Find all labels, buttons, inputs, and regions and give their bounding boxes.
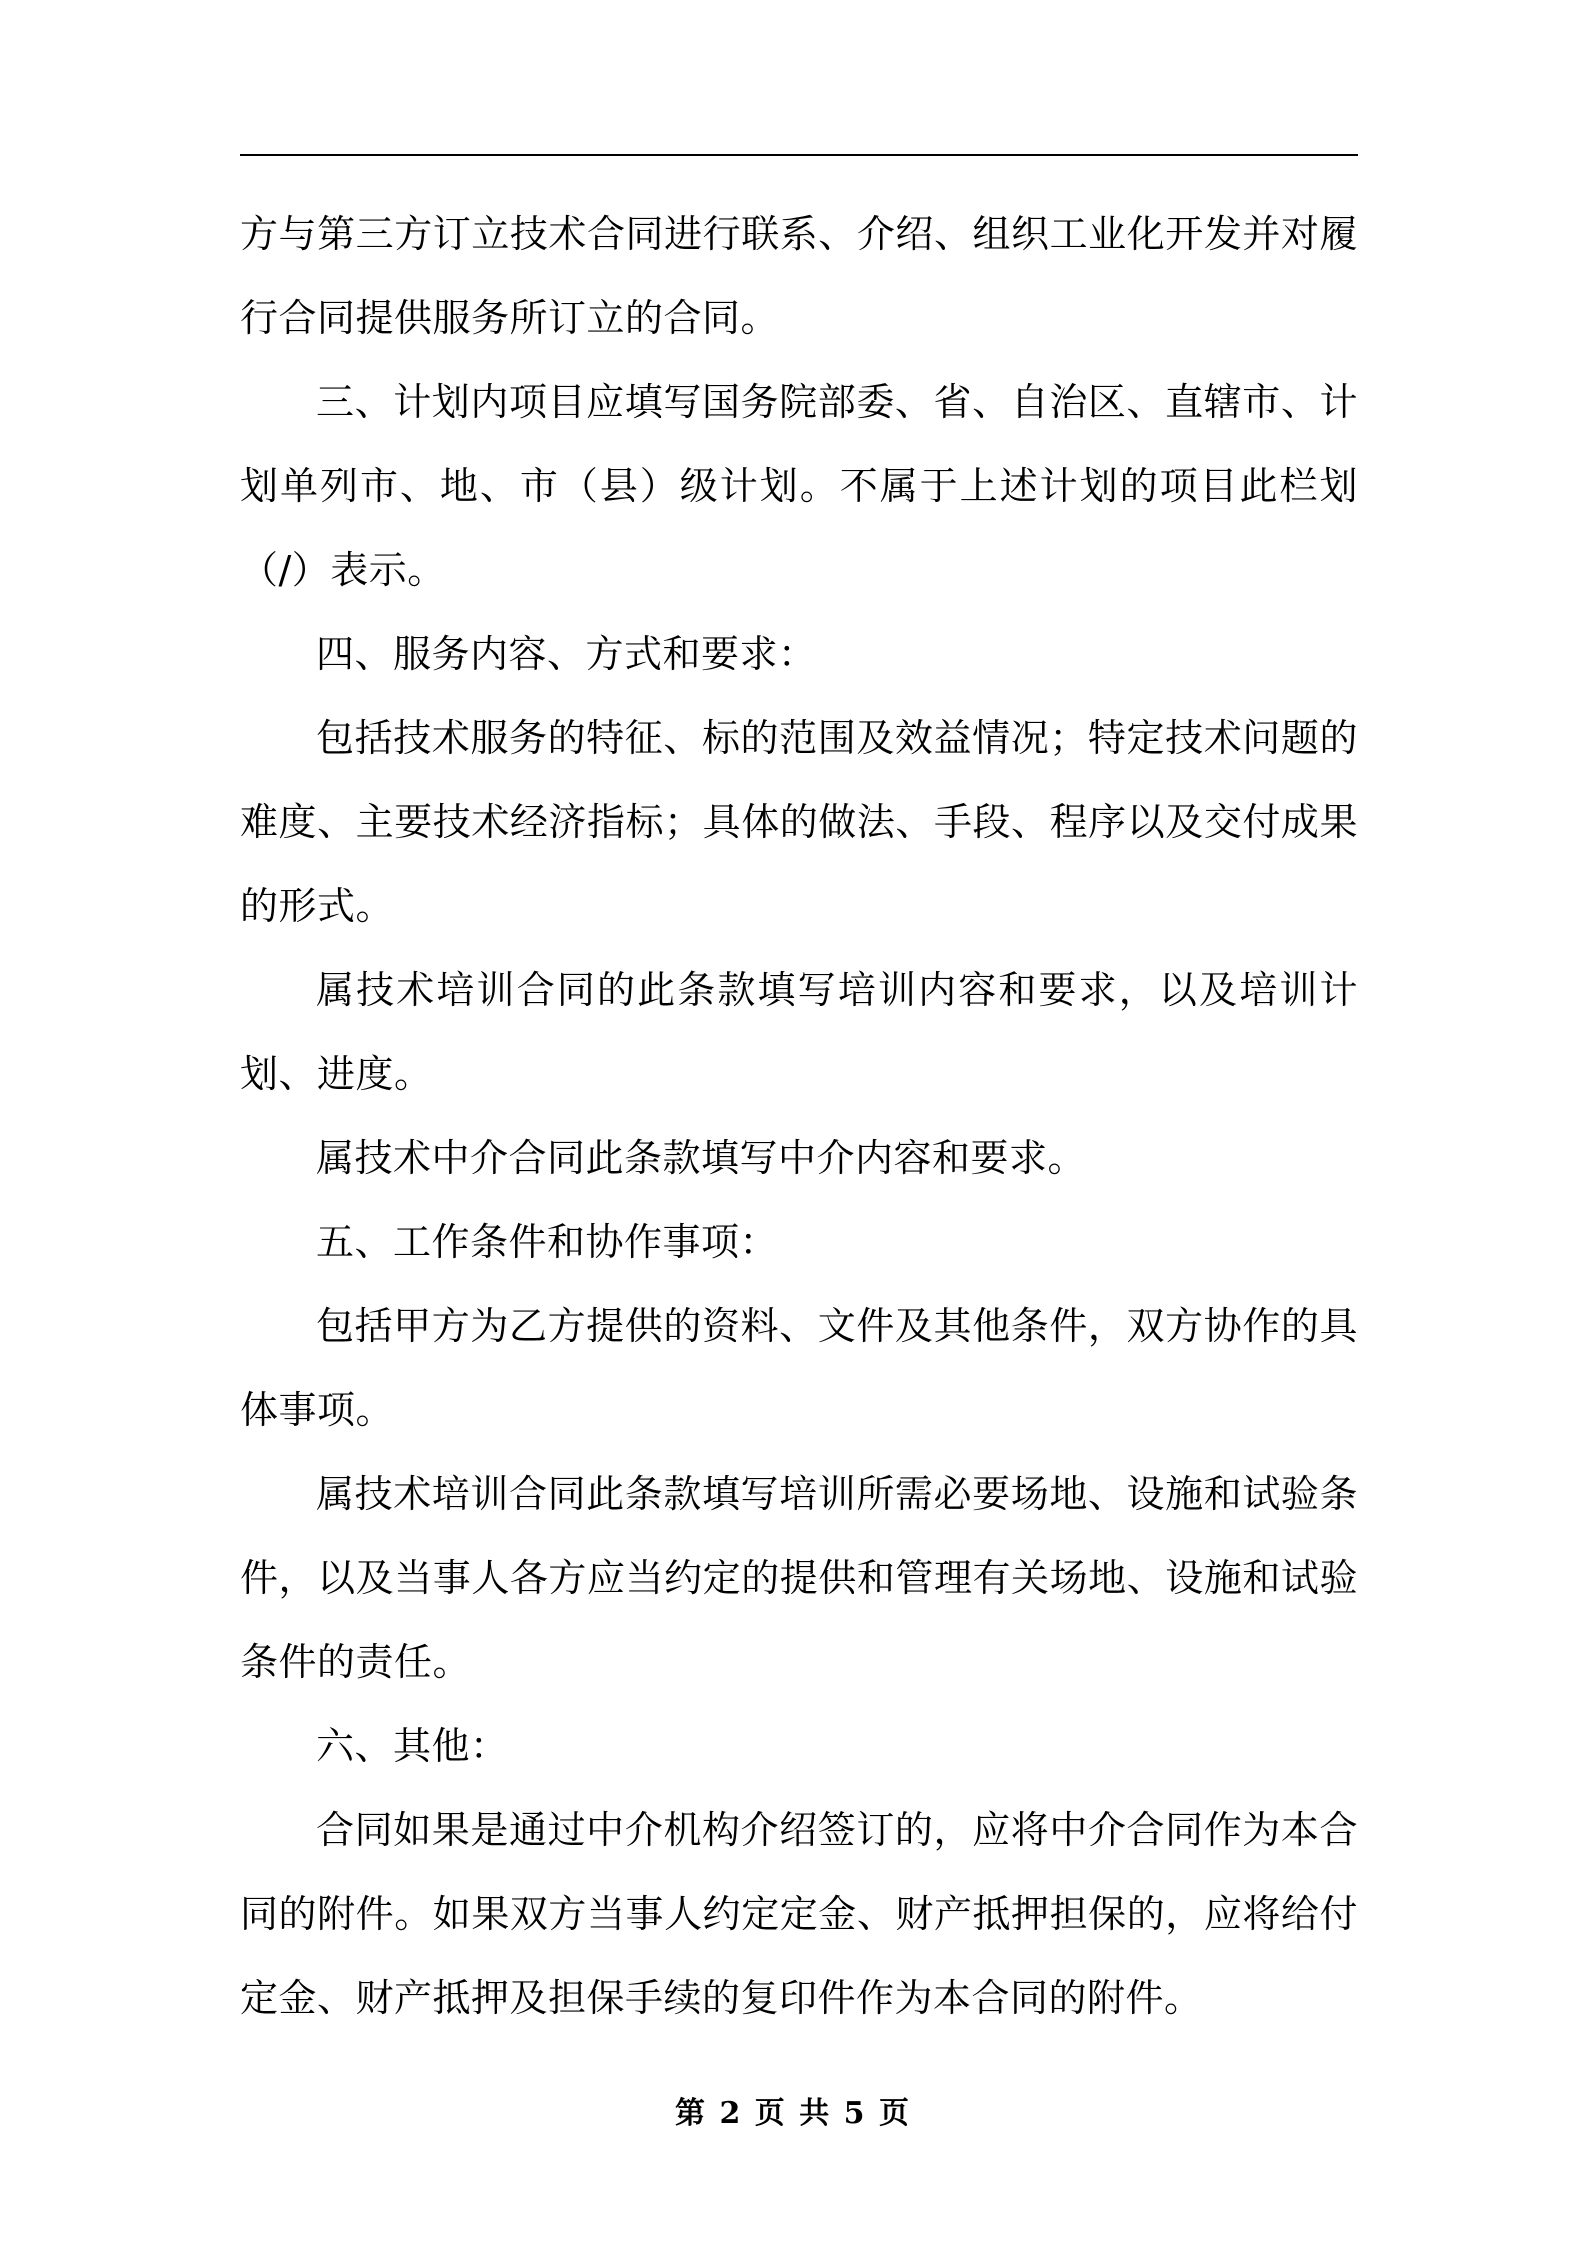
paragraph: 合同如果是通过中介机构介绍签订的，应将中介合同作为本合同的附件。如果双方当事人约定定金、财产抵押担保的，应将给付定金、财产抵押及担保手续的复印件作为本合同的附件。 — [240, 1808, 1358, 2020]
paragraph: 属技术培训合同的此条款填写培训内容和要求，以及培训计划、进度。 — [240, 968, 1358, 1096]
section-heading: 六、其他： — [316, 1724, 509, 1768]
paragraph: 包括技术服务的特征、标的范围及效益情况；特定技术问题的难度、主要技术经济指标；具体的做法、手段、程序以及交付成果的形式。 — [240, 716, 1358, 928]
section-heading: 五、工作条件和协作事项： — [316, 1220, 779, 1264]
document-body — [240, 192, 1358, 2040]
page-number: 第 2 页 共 5 页 — [675, 2096, 911, 2131]
paragraph: 属技术中介合同此条款填写中介内容和要求。 — [316, 1136, 1087, 1180]
paragraph: 属技术培训合同此条款填写培训所需必要场地、设施和试验条件，以及当事人各方应当约定的提供和管理有关场地、设施和试验条件的责任。 — [240, 1472, 1358, 1684]
section-heading: 四、服务内容、方式和要求： — [316, 632, 817, 676]
paragraph: 方与第三方订立技术合同进行联系、介绍、组织工业化开发并对履行合同提供服务所订立的合同。 — [240, 212, 1358, 340]
paragraph: 包括甲方为乙方提供的资料、文件及其他条件，双方协作的具体事项。 — [240, 1304, 1358, 1432]
header-rule — [240, 154, 1358, 156]
paragraph: 三、计划内项目应填写国务院部委、省、自治区、直辖市、计划单列市、地、市（县）级计划。不属于上述计划的项目此栏划（/）表示。 — [240, 380, 1358, 592]
